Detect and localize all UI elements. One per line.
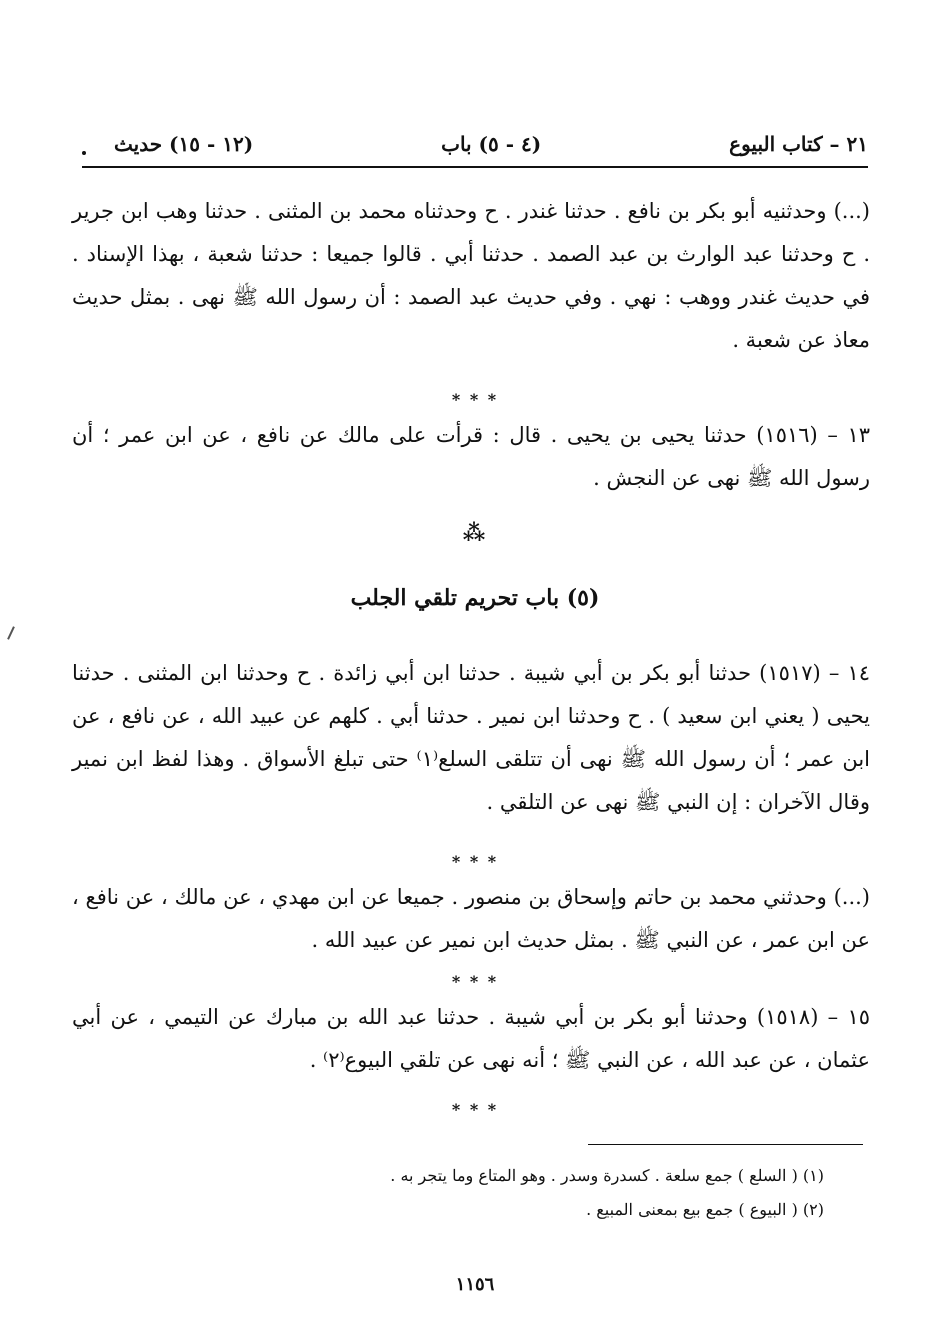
running-header [82, 118, 868, 170]
margin-mark [7, 626, 15, 640]
paragraph-chain-1: (...) وحدثنيه أبو بكر بن نافع . حدثنا غندر . ح وحدثناه محمد بن المثنى . حدثنا وهب ابن جرير . ح وحدثنا عبد الوارث بن عبد الصمد . حدثنا أبي . قالوا جميعا : حدثنا شعبة ، بهذا الإسناد . في حديث غندر ووهب : نهي . وفي حديث عبد الصمد : أن رسول الله ﷺ نهى . بمثل حديث معاذ عن شعبة . [72, 199, 870, 352]
page-number: ١١٥٦ [455, 1274, 495, 1295]
paragraph-chain-2: (...) وحدثني محمد بن حاتم وإسحاق بن منصور . جميعا عن ابن مهدي ، عن مالك ، عن نافع ، عن ابن عمر ، عن النبي ﷺ . بمثل حديث ابن نمير عن عبيد الله . [72, 885, 870, 952]
hadith-13: ١٣ – (١٥١٦) حدثنا يحيى بن يحيى . قال : قرأت على مالك عن نافع ، عن ابن عمر ؛ أن رسول الله ﷺ نهى عن النجش . [72, 423, 871, 490]
footnote-rule [588, 1144, 863, 1145]
section-title: (٥) باب تحريم تلقي الجلب [350, 585, 600, 611]
separator-1: * * * [451, 390, 499, 409]
hadith-14: ١٤ – (١٥١٧) حدثنا أبو بكر بن أبي شيبة . حدثنا ابن أبي زائدة . ح وحدثنا ابن المثنى . حدثنا يحيى ( يعني ابن سعيد ) . ح وحدثنا ابن نمير . حدثنا أبي . كلهم عن عبيد الله ، عن نافع ، عن ابن عمر ؛ أن رسول الله ﷺ نهى أن تتلقى السلع⁽١⁾ حتى تبلغ الأسواق . وهذا لفظ ابن نمير وقال الآخران : إن النبي ﷺ نهى عن التلقي . [72, 661, 871, 814]
header-section: (٤ - ٥) باب [441, 132, 542, 156]
separator-2: * * * [451, 852, 499, 871]
header-dot [82, 151, 86, 155]
separator-large: ⁂ [462, 520, 488, 546]
separator-4: * * * [451, 1100, 499, 1119]
hadith-15: ١٥ – (١٥١٨) وحدثنا أبو بكر بن أبي شيبة . حدثنا عبد الله بن مبارك عن التيمي ، عن أبي عثمان ، عن عبد الله ، عن النبي ﷺ ؛ أنه نهى عن تلقي البيوع⁽٢⁾ . [72, 1005, 870, 1072]
header-chapter: ٢١ – كتاب البيوع [729, 132, 868, 156]
separator-3: * * * [451, 972, 499, 991]
header-hadith-range: (١٢ - ١٥) حديث [114, 132, 254, 156]
footnote-2: (٢) ( البيوع ) جمع بيع بمعنى المبيع . [586, 1200, 824, 1219]
header-rule [82, 166, 868, 168]
footnote-1: (١) ( السلع ) جمع سلعة . كسدرة وسدر . وهو المتاع وما يتجر به . [390, 1166, 824, 1185]
